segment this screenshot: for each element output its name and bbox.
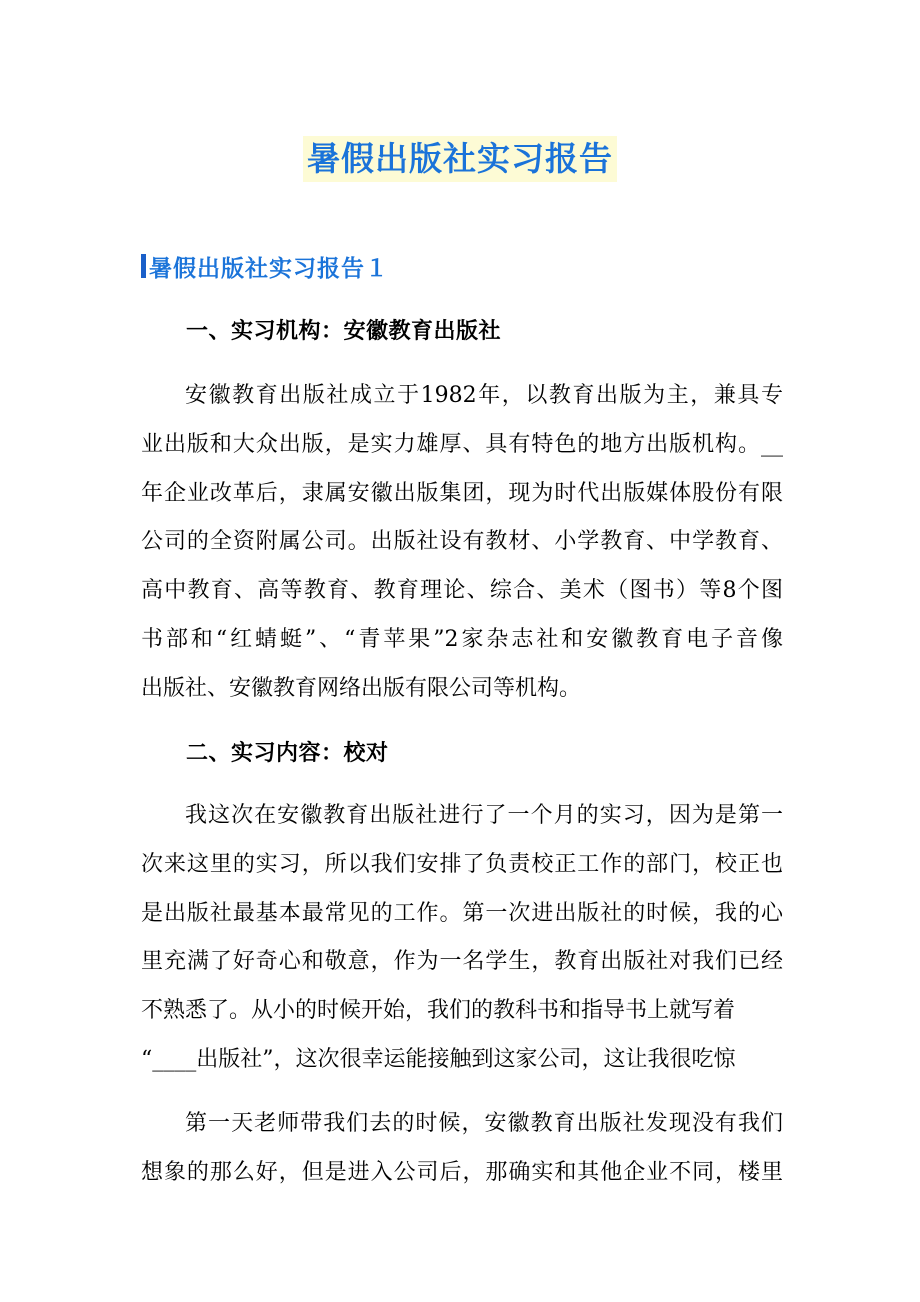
- paragraph-line: 公司的全资附属公司。出版社设有教材、小学教育、中学教育、: [141, 529, 783, 555]
- paragraph-line: 书部和“红蜻蜓”、“青苹果”2家杂志社和安徽教育电子音像: [141, 626, 783, 652]
- paragraph-line: 里充满了好奇心和敬意，作为一名学生，教育出版社对我们已经: [141, 949, 783, 975]
- section-title: 暑假出版社实习报告１: [149, 254, 389, 282]
- paragraph-line: 是出版社最基本最常见的工作。第一次进出版社的时候，我的心: [141, 900, 783, 926]
- paragraph-line: 我这次在安徽教育出版社进行了一个月的实习，因为是第一: [185, 803, 783, 828]
- paragraph-line: 第一天老师带我们去的时候，安徽教育出版社发现没有我们: [185, 1111, 783, 1136]
- paragraph-line: 年企业改革后，隶属安徽出版集团，现为时代出版媒体股份有限: [141, 480, 783, 506]
- paragraph-line: 高中教育、高等教育、教育理论、综合、美术（图书）等8个图: [141, 578, 783, 604]
- paragraph-line: 不熟悉了。从小的时候开始，我们的教科书和指导书上就写着: [141, 998, 736, 1024]
- paragraph-line: 想象的那么好，但是进入公司后，那确实和其他企业不同，楼里: [141, 1159, 783, 1185]
- paragraph-line: 出版社、安徽教育网络出版有限公司等机构。: [141, 675, 582, 701]
- paragraph-line: 安徽教育出版社成立于1982年，以教育出版为主，兼具专: [185, 383, 783, 408]
- paragraph-first-day: [141, 1100, 783, 1198]
- paragraph-line: “____出版社”，这次很幸运能接触到这家公司，这让我很吃惊: [141, 1046, 736, 1072]
- paragraph-content: [141, 792, 783, 1085]
- paragraph-institution: [141, 372, 783, 714]
- section-heading: [141, 250, 389, 282]
- paragraph-line: 次来这里的实习，所以我们安排了负责校正工作的部门，校正也: [141, 851, 783, 877]
- document-title: [0, 136, 920, 182]
- subheading-content: 二、实习内容：校对: [186, 741, 389, 766]
- section-marker-bar: [141, 254, 146, 278]
- document-title-text: 暑假出版社实习报告: [303, 136, 617, 182]
- subheading-institution: 一、实习机构：安徽教育出版社: [186, 319, 502, 344]
- paragraph-line: 业出版和大众出版，是实力雄厚、具有特色的地方出版机构。__: [141, 431, 783, 457]
